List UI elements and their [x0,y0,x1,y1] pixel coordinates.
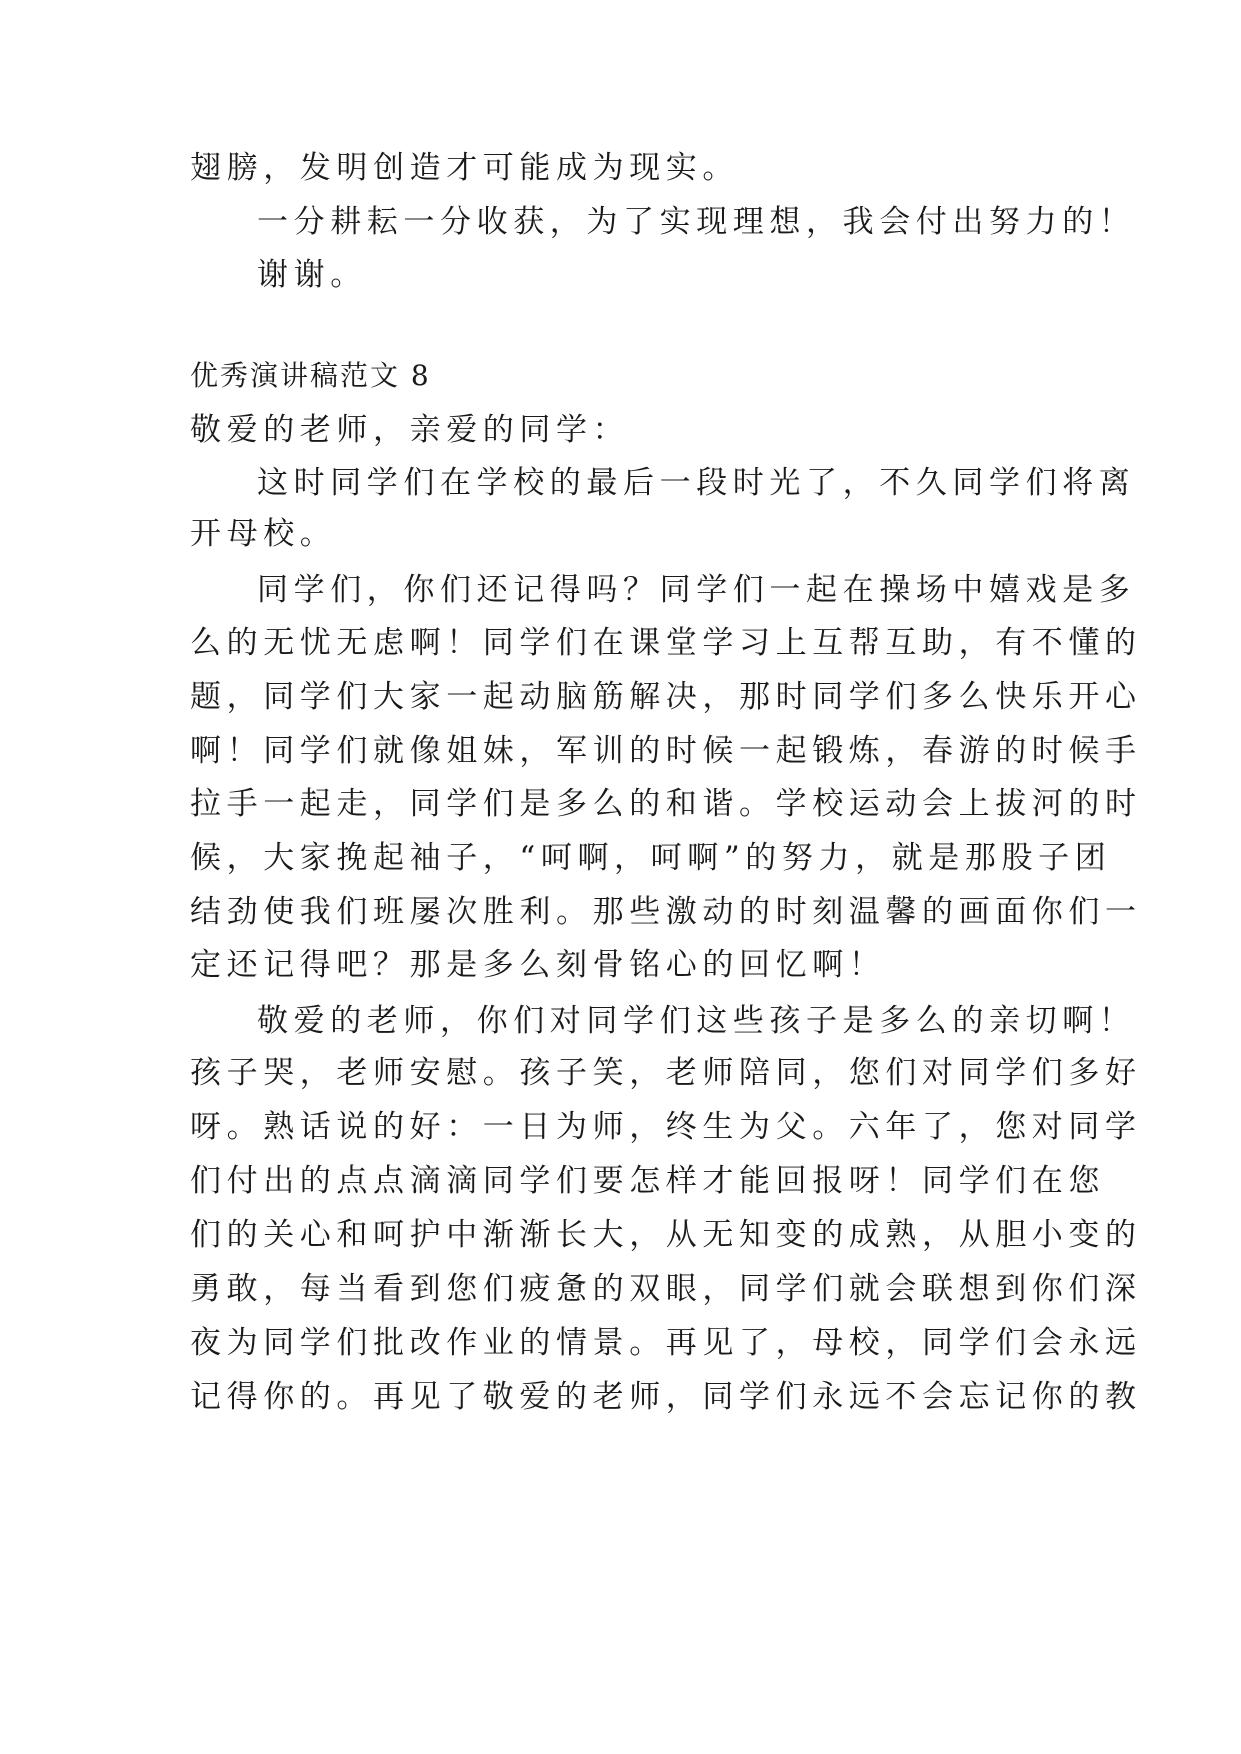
section-title: 优秀演讲稿范文 8 [190,359,431,392]
text-line: 题，同学们大家一起动脑筋解决，那时同学们多么快乐开心 [190,679,1142,715]
text-line: 勇敢，每当看到您们疲惫的双眼，同学们就会联想到你们深 [190,1271,1142,1307]
text-line: 同学们，你们还记得吗？同学们一起在操场中嬉戏是多 [257,572,1136,608]
text-line: 一分耕耘一分收获，为了实现理想，我会付出努力的！ [257,204,1136,240]
text-line: 谢谢。 [257,257,367,293]
text-line: 夜为同学们批改作业的情景。再见了，母校，同学们会永远 [190,1325,1142,1361]
text-line: 候，大家挽起袖子，“呵啊，呵啊”的努力，就是那股子团 [190,840,1112,876]
text-line: 结劲使我们班屡次胜利。那些激动的时刻温馨的画面你们一 [190,894,1142,930]
text-line: 么的无忧无虑啊！同学们在课堂学习上互帮互助，有不懂的 [190,625,1142,661]
text-line: 这时同学们在学校的最后一段时光了，不久同学们将离 [257,465,1136,501]
text-line: 拉手一起走，同学们是多么的和谐。学校运动会上拔河的时 [190,786,1142,822]
text-line: 呀。熟话说的好：一日为师，终生为父。六年了，您对同学 [190,1109,1142,1145]
text-line: 孩子哭，老师安慰。孩子笑，老师陪同，您们对同学们多好 [190,1055,1142,1091]
text-line: 们付出的点点滴滴同学们要怎样才能回报呀！同学们在您 [190,1163,1105,1199]
text-line: 记得你的。再见了敬爱的老师，同学们永远不会忘记你的教 [190,1379,1142,1415]
text-line: 们的关心和呵护中渐渐长大，从无知变的成熟，从胆小变的 [190,1217,1142,1253]
text-line: 开母校。 [190,516,337,552]
text-line: 定还记得吧？那是多么刻骨铭心的回忆啊！ [190,947,886,983]
text-line: 翅膀，发明创造才可能成为现实。 [190,150,739,186]
text-line: 敬爱的老师，你们对同学们这些孩子是多么的亲切啊！ [257,1003,1136,1039]
salutation: 敬爱的老师，亲爱的同学： [190,412,630,448]
text-line: 啊！同学们就像姐妹，军训的时候一起锻炼，春游的时候手 [190,733,1142,769]
